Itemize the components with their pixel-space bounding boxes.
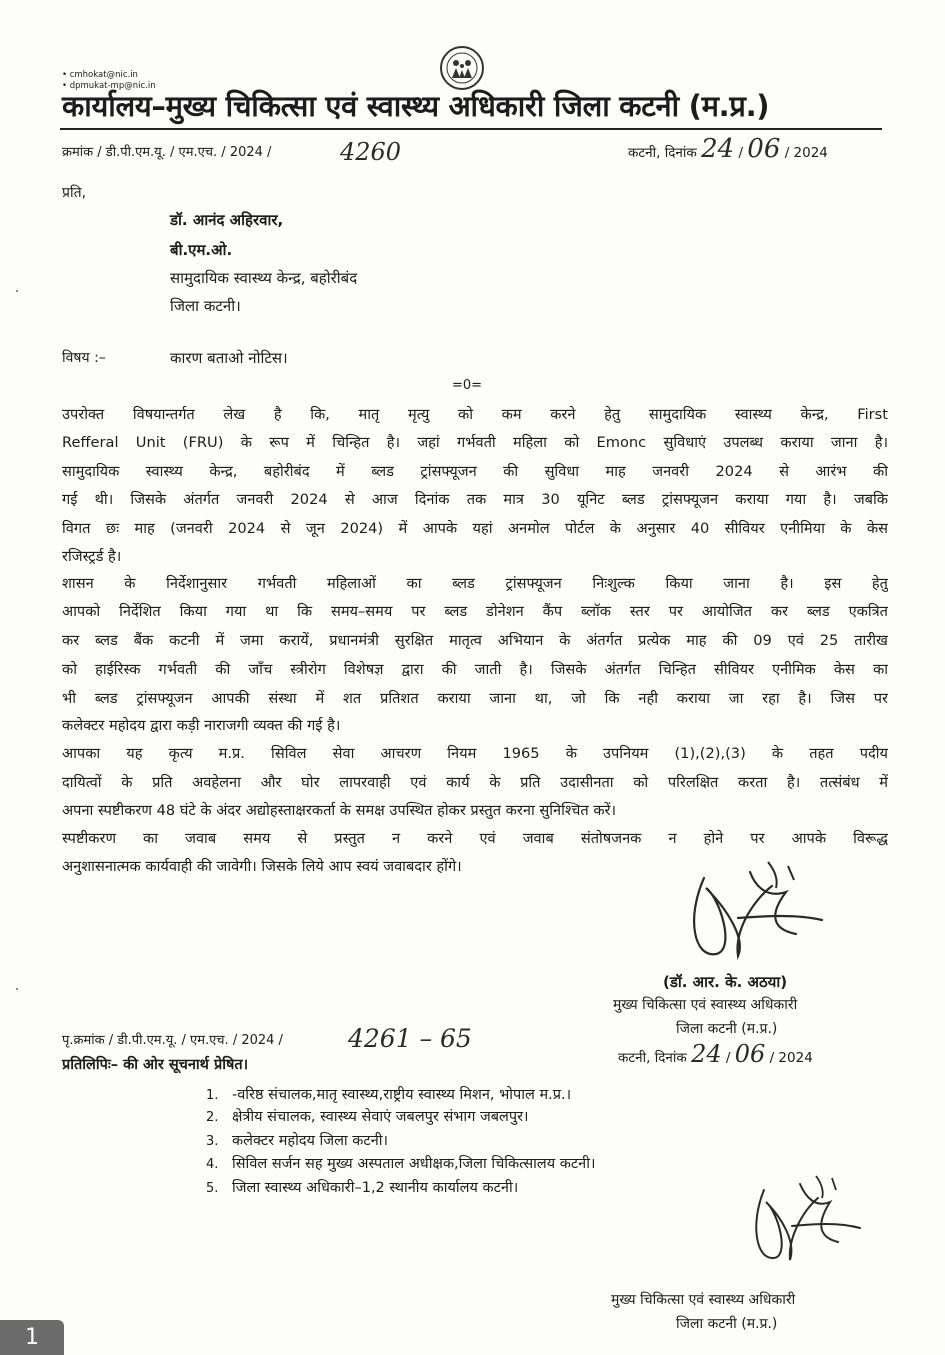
body-line: सामुदायिक स्वास्थ्य केन्द्र, बहोरीबंद में ब्लड ट्रांसफ्यूजन की सुविधा माह जनवरी 2024 से आरंभ की bbox=[62, 463, 888, 480]
body-line: उपरोक्त विषयान्तर्गत लेख है कि, मातृ मृत्यु को कम करने हेतु सामुदायिक स्वास्थ्य केन्द्र, First bbox=[62, 406, 888, 423]
office-title: कार्यालय–मुख्य चिकित्सा एवं स्वास्थ्य अधिकारी जिला कटनी (म.प्र.) bbox=[62, 89, 770, 123]
list-item: 5. जिला स्वास्थ्य अधिकारी–1,2 स्थानीय कार्यालय कटनी। bbox=[206, 1180, 519, 1196]
signatory-title: मुख्य चिकित्सा एवं स्वास्थ्य अधिकारी bbox=[613, 997, 798, 1013]
addressee-district: जिला कटनी। bbox=[170, 297, 241, 315]
reference-number: क्रमांक / डी.पी.एम.यू. / एम.एच. / 2024 / bbox=[62, 145, 272, 160]
body-line: कलेक्टर महोदय द्वारा कड़ी नाराजगी व्यक्त की गई है। bbox=[62, 717, 341, 734]
body-line: रजिस्ट्रर्ड है। bbox=[62, 548, 122, 565]
signatory-district: जिला कटनी (म.प्र.) bbox=[676, 1021, 778, 1037]
letter-date: कटनी, दिनांक 24 / 06 / 2024 bbox=[628, 134, 828, 164]
email-line-2: • dpmukat-mp@nic.in bbox=[62, 81, 156, 91]
copy-date: कटनी, दिनांक 24 / 06 / 2024 bbox=[618, 1040, 813, 1068]
list-item: 4. सिविल सर्जन सह मुख्य अस्पताल अधीक्षक,जिला चिकित्सालय कटनी। bbox=[206, 1156, 596, 1172]
page-indicator[interactable]: 1 bbox=[0, 1320, 64, 1355]
email-line-1: • cmhokat@nic.in bbox=[62, 70, 138, 80]
body-line: कर ब्लड बैंक कटनी में जमा करायें, प्रधानमंत्री सुरक्षित मातृत्व अभियान के अंतर्गत प्रत्येक माह की 09 एवं 25 तारीख bbox=[62, 632, 888, 649]
body-line: को हाईरिस्क गर्भवती की जाँच स्त्रीरोग विशेषज्ञ द्वारा की जाती है। जिसके अंतर्गत चिन्हित सीवियर एनीमिक केस का bbox=[62, 661, 888, 678]
subject-label: विषय :– bbox=[62, 350, 106, 366]
signature-image bbox=[742, 1172, 862, 1272]
body-line: अपना स्पष्टीकरण 48 घंटे के अंदर अद्योहस्ताक्षरकर्ता के समक्ष उपस्थित होकर प्रस्तुत करना सुनिश्चित करें। bbox=[62, 802, 617, 819]
scan-speck bbox=[16, 988, 18, 990]
signature-image bbox=[676, 858, 826, 968]
body-line: विगत छः माह (जनवरी 2024 से जून 2024) में आपके यहां अनमोल पोर्टल के अनुसार 40 सीवियर एनीमिया के केस bbox=[62, 520, 888, 537]
body-line: आपका यह कृत्य म.प्र. सिविल सेवा आचरण नियम 1965 के उपनियम (1),(2),(3) के तहत पदीय bbox=[62, 745, 888, 762]
footer-district: जिला कटनी (म.प्र.) bbox=[676, 1316, 778, 1332]
copy-label: प्रतिलिपिः– की ओर सूचनार्थ प्रेषित। bbox=[62, 1057, 249, 1073]
addressee-institution: सामुदायिक स्वास्थ्य केन्द्र, बहोरीबंद bbox=[170, 269, 358, 287]
signatory-name: (डॉ. आर. के. अठया) bbox=[663, 973, 788, 991]
health-emblem-icon bbox=[438, 44, 486, 92]
handwritten-copy-number: 4261 – 65 bbox=[348, 1024, 472, 1053]
subject-text: कारण बताओ नोटिस। bbox=[170, 349, 288, 367]
body-line: दायित्वों के प्रति अवहेलना और घोर लापरवाही एवं कार्य के प्रति उदासीनता को परिलक्षित करता है। तत्संबंध में bbox=[62, 774, 888, 791]
body-line: आपको निर्देशित किया गया था कि समय–समय पर ब्लड डोनेशन कैंप ब्लॉक स्तर पर आयोजित कर ब्लड एकत्रित bbox=[62, 603, 888, 620]
addressee-designation: बी.एम.ओ. bbox=[170, 241, 233, 259]
body-line: Refferal Unit (FRU) के रूप में चिन्हित है। जहां गर्भवती महिला को Emonc सुविधाएं उपलब्ध कराया जाना है। bbox=[62, 434, 888, 451]
body-line: गई थी। जिसके अंतर्गत जनवरी 2024 से आज दिनांक तक मात्र 30 यूनिट ब्लड ट्रांसफ्यूजन कराया गया है। जबकि bbox=[62, 491, 888, 508]
body-line: अनुशासनात्मक कार्यवाही की जावेगी। जिसके लिये आप स्वयं जवाबदार होंगे। bbox=[62, 858, 462, 875]
footer-title: मुख्य चिकित्सा एवं स्वास्थ्य अधिकारी bbox=[611, 1292, 796, 1308]
header-rule bbox=[60, 128, 882, 130]
addressee-name: डॉ. आनंद अहिरवार, bbox=[170, 211, 284, 229]
list-item: 2. क्षेत्रीय संचालक, स्वास्थ्य सेवाएं जबलपुर संभाग जबलपुर। bbox=[206, 1109, 529, 1125]
list-item: 1. -वरिष्ठ संचालक,मातृ स्वास्थ्य,राष्ट्रीय स्वास्थ्य मिशन, भोपाल म.प्र.। bbox=[206, 1087, 572, 1103]
scan-speck bbox=[16, 290, 18, 292]
body-line: भी ब्लड ट्रांसफ्यूजन आपकी संस्था में शत प्रतिशत कराया जाना था, जो कि नही कराया जा रहा है। जिस पर bbox=[62, 690, 888, 707]
list-item: 3. कलेक्टर महोदय जिला कटनी। bbox=[206, 1133, 389, 1149]
body-line: शासन के निर्देशानुसार गर्भवती महिलाओं का ब्लड ट्रांसफ्यूजन निःशुल्क किया जाना है। इस हेतु bbox=[62, 575, 888, 592]
section-divider: =0= bbox=[452, 378, 483, 393]
body-line: स्पष्टीकरण का जवाब समय से प्रस्तुत न करने एवं जवाब संतोषजनक न होने पर आपके विरूद्ध bbox=[62, 830, 888, 847]
handwritten-reference-number: 4260 bbox=[340, 138, 402, 166]
copy-reference-number: पृ.क्रमांक / डी.पी.एम.यू. / एम.एच. / 2024 / bbox=[62, 1033, 283, 1048]
addressee-label: प्रति, bbox=[62, 185, 87, 201]
